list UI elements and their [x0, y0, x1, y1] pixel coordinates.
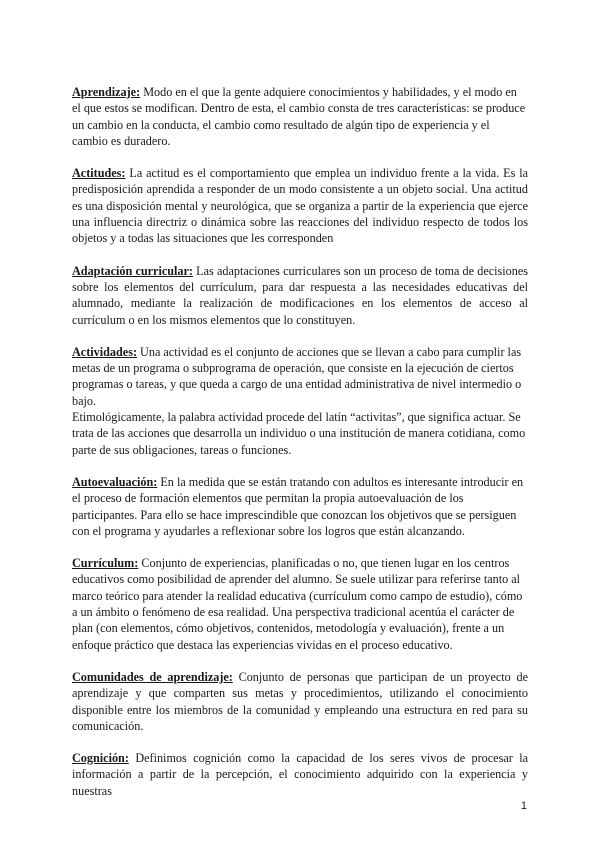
glossary-entry-cognicion [72, 750, 528, 799]
glossary-term: Aprendizaje: [72, 85, 141, 99]
glossary-definition: Conjunto de personas que participan de un proyecto de aprendizaje y que comparten sus metas y procedimientos, utilizando el conocimiento disponible entre los miembros de la comunidad y empleando una estructura en red para su comunicación. [72, 669, 528, 733]
glossary-term: Comunidades de aprendizaje: [72, 669, 233, 684]
glossary-definition: En la medida que se están tratando con adultos es interesante introducir en el proceso de formación elementos que permitan la propia autoevaluación de los participantes. Para ello se hace imprescindible que conozcan los objetivos que se persiguen con el programa y ayudarles a reflexionar sobre los logros que están alcanzando. [72, 474, 524, 538]
glossary-definition: Una actividad es el conjunto de acciones que se llevan a cabo para cumplir las metas de un programa o subprograma de operación, que consiste en la ejecución de ciertos programas o tareas, y que queda a cargo de una entidad administrativa de nivel intermedio o bajo. [72, 344, 522, 408]
glossary-entry-adaptacion-curricular [72, 263, 528, 328]
glossary-term: Adaptación curricular: [72, 263, 193, 278]
glossary-definition-extra: Etimológicamente, la palabra actividad procede del latín “activitas”, que significa actuar. Se trata de las acciones que desarrolla un individuo o una institución de manera cotidiana, como parte de sus obligaciones, tareas o funciones. [72, 410, 526, 457]
glossary-entry-autoevaluacion [72, 474, 528, 539]
glossary-term: Autoevaluación: [72, 474, 158, 489]
glossary-term: Currículum: [72, 556, 139, 571]
page-number: 1 [520, 800, 527, 812]
glossary-definition: La actitud es el comportamiento que emplea un individuo frente a la vida. Es la predisposición aprendida a responder de un modo consistente a un objeto social. Una actitud es una disposición mental y neurológica, que se organiza a partir de la experiencia que ejerce una influencia directriz o dinámica sobre las reacciones del individuo respecto de todos los objetos y a todas las situaciones que les corresponden [72, 166, 528, 246]
glossary-body [72, 84, 528, 815]
glossary-term: Cognición: [72, 751, 129, 766]
glossary-term: Actividades: [72, 344, 137, 359]
glossary-entry-actividades [72, 344, 528, 458]
glossary-entry-comunidades-de-aprendizaje [72, 669, 528, 734]
glossary-entry-curriculum [72, 555, 528, 653]
glossary-term: Actitudes: [72, 166, 126, 181]
glossary-definition: Las adaptaciones curriculares son un proceso de toma de decisiones sobre los elementos del currículum, para dar respuesta a las necesidades educativas del alumnado, mediante la realización de modificaciones en los elementos de acceso al currículum o en los mismos elementos que lo constituyen. [72, 263, 528, 327]
glossary-definition: Definimos cognición como la capacidad de los seres vivos de procesar la información a partir de la percepción, el conocimiento adquirido con la experiencia y nuestras [72, 751, 529, 798]
glossary-definition: Modo en el que la gente adquiere conocimientos y habilidades, y el modo en el que estos se modifican. Dentro de esta, el cambio consta de tres características: se produce un cambio en la conducta, el cambio como resultado de algún tipo de experiencia y el cambio es duradero. [72, 85, 526, 148]
glossary-entry-aprendizaje [72, 84, 528, 149]
glossary-entry-actitudes [72, 165, 528, 246]
glossary-definition: Conjunto de experiencias, planificadas o no, que tienen lugar en los centros educativos como posibilidad de aprender del alumno. Se suele utilizar para referirse tanto al marco teórico para atender la realidad educativa (currículum como campo de estudio), cómo a un ámbito o fenómeno de esa realidad. Una perspectiva tradicional acentúa el carácter de plan (con elementos, cómo objetivos, contenidos, metodología y evaluación), frente a un enfoque práctico que destaca las experiencias vividas en el proceso educativo. [72, 556, 523, 652]
